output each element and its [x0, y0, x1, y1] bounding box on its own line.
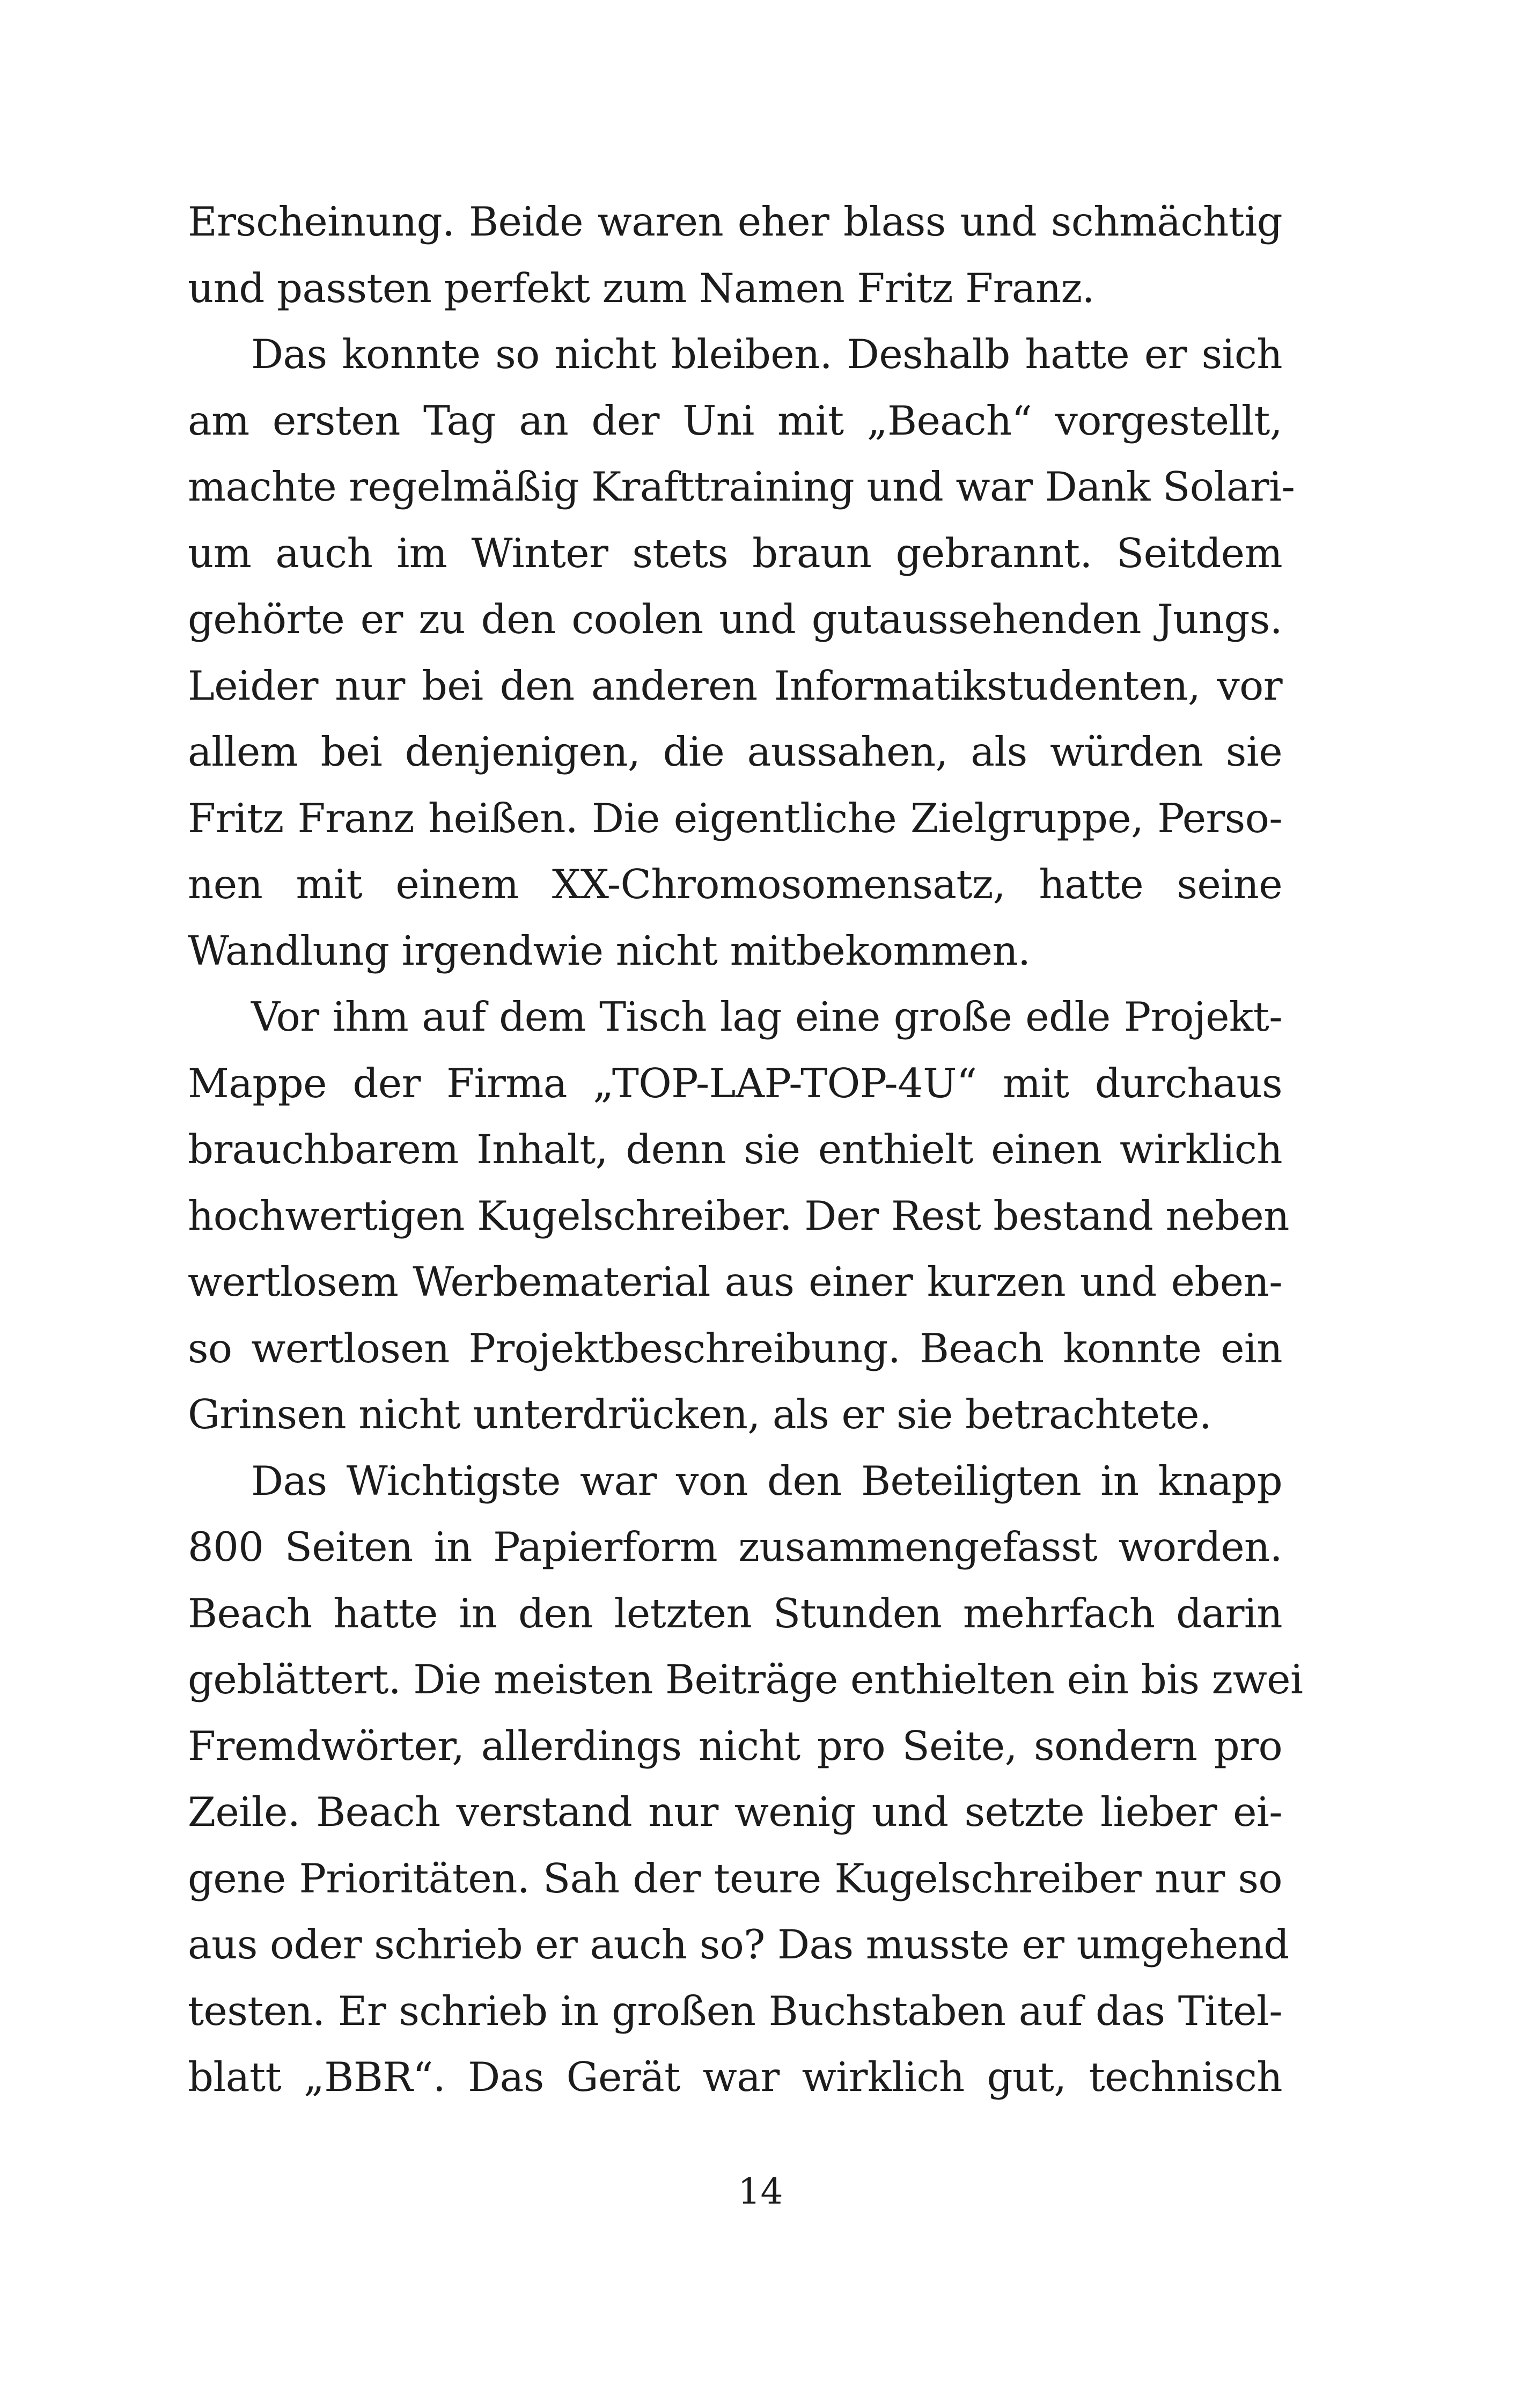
text-line: allem bei denjenigen, die aussahen, als würden sie: [188, 728, 1282, 775]
text-line: am ersten Tag an der Uni mit „Beach“ vorgestellt,: [188, 397, 1282, 444]
text-line: hochwertigen Kugelschreiber. Der Rest bestand neben: [188, 1192, 1289, 1239]
text-line: Leider nur bei den anderen Informatikstudenten, vor: [188, 662, 1282, 709]
text-line: Zeile. Beach verstand nur wenig und setzte lieber ei-: [188, 1788, 1282, 1836]
text-line: gene Prioritäten. Sah der teure Kugelschreiber nur so: [188, 1854, 1282, 1902]
page-number: 14: [738, 2171, 783, 2212]
text-line: 800 Seiten in Papierform zusammengefasst worden.: [188, 1523, 1282, 1570]
text-line: Das konnte so nicht bleiben. Deshalb hatte er sich: [251, 331, 1282, 378]
text-line: um auch im Winter stets braun gebrannt. Seitdem: [188, 529, 1282, 577]
text-line: Wandlung irgendwie nicht mitbekommen.: [188, 927, 1031, 974]
text-line: blatt „BBR“. Das Gerät war wirklich gut, technisch: [188, 2053, 1282, 2101]
text-line: nen mit einem XX-Chromosomensatz, hatte seine: [188, 861, 1282, 908]
text-line: brauchbarem Inhalt, denn sie enthielt einen wirklich: [188, 1126, 1282, 1173]
text-line: Fritz Franz heißen. Die eigentliche Zielgruppe, Perso-: [188, 794, 1282, 842]
text-line: und passten perfekt zum Namen Fritz Franz.: [188, 264, 1094, 312]
text-line: geblättert. Die meisten Beiträge enthielten ein bis zwei: [188, 1656, 1303, 1703]
text-line: so wertlosen Projektbeschreibung. Beach konnte ein: [188, 1324, 1282, 1372]
text-line: aus oder schrieb er auch so? Das musste er umgehend: [188, 1921, 1289, 1968]
text-line: Das Wichtigste war von den Beteiligten in knapp: [251, 1457, 1282, 1504]
body-text: [188, 189, 1303, 2111]
text-line: wertlosem Werbematerial aus einer kurzen und eben-: [188, 1258, 1282, 1305]
text-line: Erscheinung. Beide waren eher blass und schmächtig: [188, 198, 1282, 245]
text-line: machte regelmäßig Krafttraining und war Dank Solari-: [188, 463, 1295, 510]
text-line: Vor ihm auf dem Tisch lag eine große edle Projekt-: [251, 993, 1282, 1040]
text-line: testen. Er schrieb in großen Buchstaben auf das Titel-: [188, 1987, 1282, 2035]
text-line: gehörte er zu den coolen und gutaussehenden Jungs.: [188, 596, 1282, 643]
text-line: Grinsen nicht unterdrücken, als er sie betrachtete.: [188, 1391, 1212, 1438]
text-line: Beach hatte in den letzten Stunden mehrfach darin: [188, 1589, 1282, 1637]
text-line: Fremdwörter, allerdings nicht pro Seite, sondern pro: [188, 1722, 1282, 1770]
text-line: Mappe der Firma „TOP-LAP-TOP-4U“ mit durchaus: [188, 1059, 1282, 1107]
